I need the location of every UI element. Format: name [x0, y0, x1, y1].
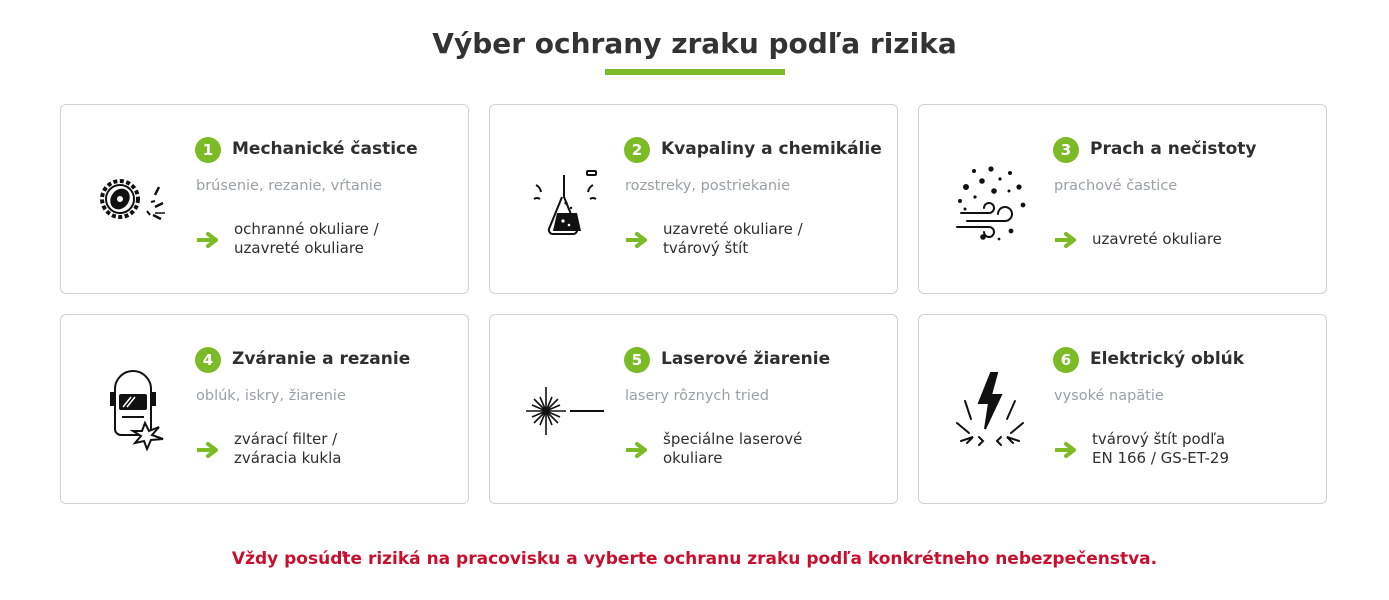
laser-beam-icon: [524, 367, 604, 451]
recommendation-line: zvárací filter /: [234, 430, 338, 448]
card-title: Laserové žiarenie: [661, 349, 831, 369]
card-title: Elektrický oblúk: [1090, 349, 1245, 369]
recommendation-line: tvárový štít podľa: [1092, 430, 1226, 448]
recommendation-line: okuliare: [663, 449, 723, 467]
arrow-right-icon: [1055, 442, 1077, 458]
dust-particles-icon: [953, 157, 1033, 241]
title-underline: [605, 69, 785, 75]
grinding-disc-sparks-icon: [95, 157, 175, 241]
step-badge: 3: [1053, 137, 1079, 163]
step-badge: 1: [195, 137, 221, 163]
recommendation: [663, 220, 803, 258]
step-badge: 5: [624, 347, 650, 373]
card-title: Mechanické častice: [232, 139, 418, 159]
recommendation-line: tvárový štít: [663, 239, 749, 257]
risk-card-mechanical: [60, 104, 469, 294]
chemical-flask-icon: [524, 157, 604, 241]
recommendation-line: EN 166 / GS-ET-29: [1092, 449, 1230, 467]
recommendation: [1092, 230, 1222, 249]
card-subtitle: prachové častice: [1054, 178, 1178, 194]
electric-arc-icon: [953, 367, 1033, 451]
step-badge: 6: [1053, 347, 1079, 373]
recommendation-line: uzavreté okuliare: [1092, 230, 1222, 248]
recommendation: [234, 430, 341, 468]
step-badge: 4: [195, 347, 221, 373]
card-subtitle: brúsenie, rezanie, vŕtanie: [196, 178, 382, 194]
recommendation: [1092, 430, 1229, 468]
step-badge: 2: [624, 137, 650, 163]
risk-card-dust: [918, 104, 1327, 294]
risk-card-welding: [60, 314, 469, 504]
arrow-right-icon: [197, 442, 219, 458]
recommendation-line: špeciálne laserové: [663, 430, 803, 448]
risk-card-electric-arc: [918, 314, 1327, 504]
risk-card-chemical: [489, 104, 898, 294]
risk-card-laser: [489, 314, 898, 504]
welding-helmet-icon: [95, 367, 175, 451]
arrow-right-icon: [626, 442, 648, 458]
recommendation-line: uzavreté okuliare: [234, 239, 364, 257]
recommendation: [234, 220, 379, 258]
card-subtitle: rozstreky, postriekanie: [625, 178, 791, 194]
page-title: Výber ochrany zraku podľa rizika: [432, 27, 957, 60]
card-title: Prach a nečistoty: [1090, 139, 1257, 159]
footer-note: Vždy posúďte riziká na pracovisku a vyberte ochranu zraku podľa konkrétneho nebezpečenstva.: [231, 549, 1158, 569]
recommendation-line: ochranné okuliare /: [234, 220, 379, 238]
recommendation-line: uzavreté okuliare /: [663, 220, 803, 238]
card-title: Kvapaliny a chemikálie: [661, 139, 882, 159]
card-subtitle: oblúk, iskry, žiarenie: [196, 388, 346, 404]
arrow-right-icon: [1055, 232, 1077, 248]
card-subtitle: lasery rôznych tried: [625, 388, 770, 404]
recommendation-line: zváracia kukla: [234, 449, 342, 467]
arrow-right-icon: [197, 232, 219, 248]
card-title: Zváranie a rezanie: [232, 349, 411, 369]
recommendation: [663, 430, 802, 468]
arrow-right-icon: [626, 232, 648, 248]
card-subtitle: vysoké napätie: [1054, 388, 1164, 404]
